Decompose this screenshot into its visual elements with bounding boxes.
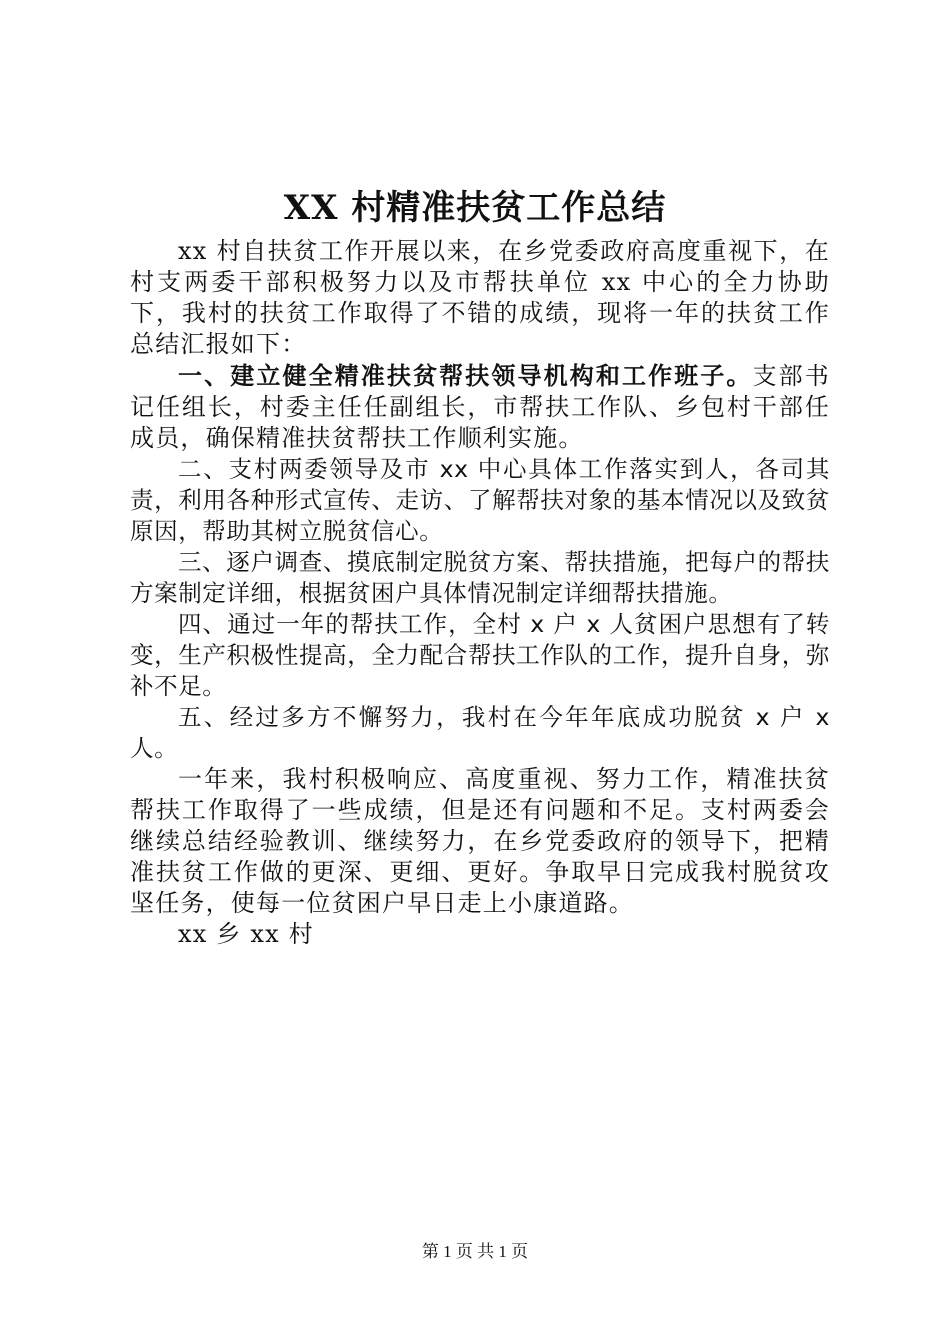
item-lead-1: 一、建立健全精准扶贫帮扶领导机构和工作班子。: [178, 361, 753, 390]
signature-line: xx 乡 xx 村: [178, 920, 314, 948]
intro-paragraph: xx 村自扶贫工作开展以来，在乡党委政府高度重视下，在村支两委干部积极努力以及市帮扶单位 xx 中心的全力协助下，我村的扶贫工作取得了不错的成绩，现将一年的扶贫工作总结汇报如下：: [130, 237, 830, 358]
item-paragraph-5: 五、经过多方不懈努力，我村在今年年底成功脱贫 x 户 x 人。: [130, 703, 830, 762]
item-paragraph-3: 三、逐户调查、摸底制定脱贫方案、帮扶措施，把每户的帮扶方案制定详细，根据贫困户具体情况制定详细帮扶措施。: [130, 548, 830, 607]
page-footer: 第 1 页 共 1 页: [421, 1242, 529, 1261]
item-paragraph-4: 四、通过一年的帮扶工作，全村 x 户 x 人贫困户思想有了转变，生产积极性提高，全力配合帮扶工作队的工作，提升自身，弥补不足。: [130, 610, 830, 700]
document-title: XX 村精准扶贫工作总结: [283, 188, 667, 228]
conclusion-paragraph: 一年来，我村积极响应、高度重视、努力工作，精准扶贫帮扶工作取得了一些成绩，但是还有问题和不足。支村两委会继续总结经验教训、继续努力，在乡党委政府的领导下，把精准扶贫工作做的更深、更细、更好。争取早日完成我村脱贫攻坚任务，使每一位贫困户早日走上小康道路。: [130, 765, 830, 917]
item-paragraph-2: 二、支村两委领导及市 xx 中心具体工作落实到人，各司其责，利用各种形式宣传、走访、了解帮扶对象的基本情况以及致贫原因，帮助其树立脱贫信心。: [130, 455, 830, 545]
item-text-1: 支部书记任组长，村委主任任副组长，市帮扶工作队、乡包村干部任成员，确保精准扶贫帮扶工作顺利实施。: [130, 362, 830, 452]
document-body: [130, 236, 830, 950]
item-paragraph-1: [130, 360, 830, 454]
